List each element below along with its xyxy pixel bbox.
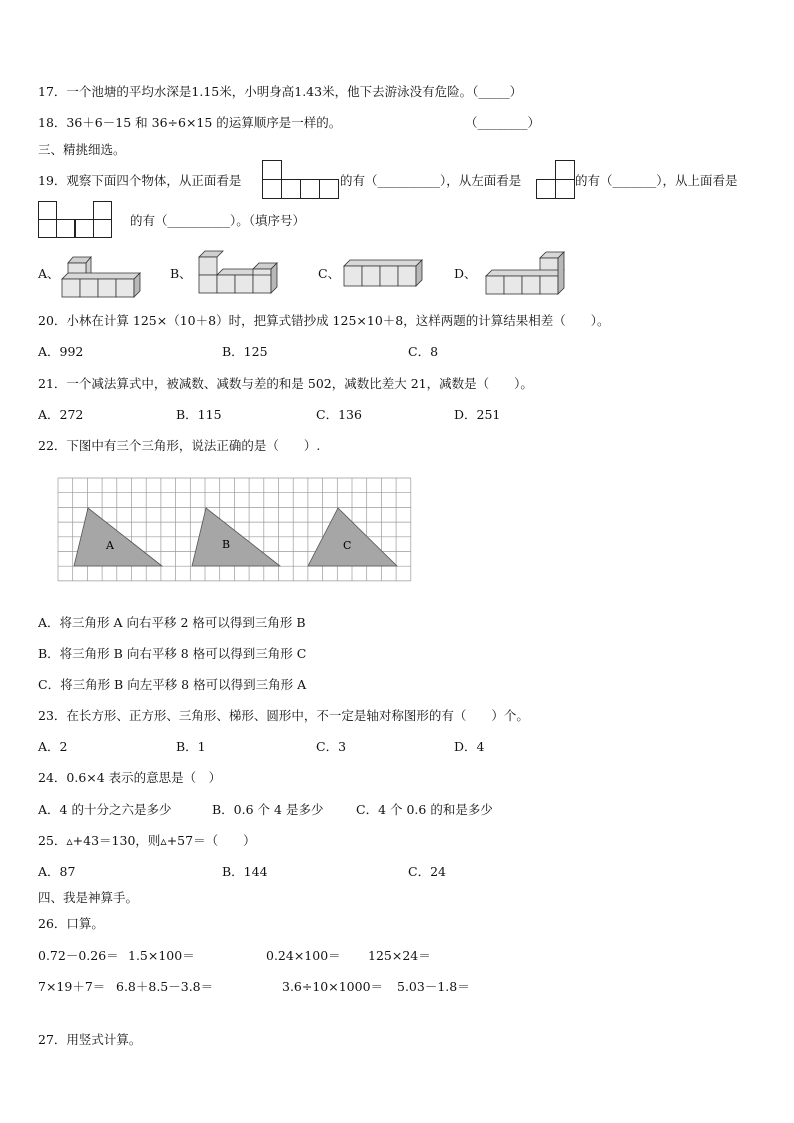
triangle-c-label: C — [343, 539, 352, 552]
question-24: 24．0.6×4 表示的意思是（ ） — [38, 770, 222, 785]
q21-option-d: D．251 — [454, 407, 501, 422]
question-19-part3: 的有（_______），从上面看是 — [575, 173, 738, 188]
question-25: 25．▵+43＝130，则▵+57＝（ ） — [38, 833, 256, 848]
q24-option-c: C．4 个 0.6 的和是多少 — [356, 802, 493, 817]
question-19-part2: 的有（__________），从左面看是 — [340, 173, 522, 188]
cube-figure-d — [484, 250, 576, 300]
question-19-part1: 19．观察下面四个物体，从正面看是 — [38, 173, 242, 188]
question-18: 18．36＋6－15 和 36÷6×15 的运算顺序是一样的。 — [38, 115, 342, 130]
q25-option-a: A．87 — [38, 864, 76, 879]
triangle-b-label: B — [222, 538, 231, 551]
question-19-part4: 的有（__________）。（填序号） — [130, 213, 306, 228]
question-27: 27．用竖式计算。 — [38, 1032, 142, 1047]
triangle-grid — [58, 478, 414, 580]
calc-6: 6.8＋8.5－3.8＝ — [116, 979, 214, 994]
calc-4: 125×24＝ — [368, 948, 431, 963]
calc-5: 7×19＋7＝ — [38, 979, 106, 994]
q24-option-b: B．0.6 个 4 是多少 — [212, 802, 324, 817]
q22-option-c: C．将三角形 B 向左平移 8 格可以得到三角形 A — [38, 677, 307, 692]
calc-3: 0.24×100＝ — [266, 948, 341, 963]
q25-option-c: C．24 — [408, 864, 446, 879]
option-a-label: A、 — [38, 266, 60, 281]
q21-option-a: A．272 — [38, 407, 84, 422]
cube-figure-b — [196, 247, 288, 301]
q23-option-d: D．4 — [454, 739, 485, 754]
question-26: 26．口算。 — [38, 916, 104, 931]
option-d-label: D、 — [454, 266, 477, 281]
question-22: 22．下图中有三个三角形，说法正确的是（ ）. — [38, 438, 321, 453]
calc-2: 1.5×100＝ — [128, 948, 195, 963]
option-c-label: C、 — [318, 266, 341, 281]
top-view-shape — [38, 201, 114, 241]
q21-option-b: B．115 — [176, 407, 222, 422]
cube-figure-c — [342, 252, 432, 296]
question-18-answer: （________） — [465, 115, 541, 130]
section-4-title: 四、我是神算手。 — [38, 890, 139, 905]
question-17: 17．一个池塘的平均水深是1.15米，小明身高1.43米，他下去游泳没有危险。（_____） — [38, 84, 523, 99]
question-21: 21．一个减法算式中，被减数、减数与差的和是 502，减数比差大 21，减数是（ ）。 — [38, 376, 533, 391]
q21-option-c: C．136 — [316, 407, 362, 422]
q20-option-a: A．992 — [38, 344, 84, 359]
q23-option-b: B．1 — [176, 739, 206, 754]
q22-option-b: B．将三角形 B 向右平移 8 格可以得到三角形 C — [38, 646, 307, 661]
q24-option-a: A．4 的十分之六是多少 — [38, 802, 172, 817]
question-20: 20．小林在计算 125×（10＋8）时，把算式错抄成 125×10＋8，这样两题的计算结果相差（ ）。 — [38, 313, 610, 328]
section-3-title: 三、精挑细选。 — [38, 142, 126, 157]
question-23: 23．在长方形、正方形、三角形、梯形、圆形中，不一定是轴对称图形的有（ ）个。 — [38, 708, 529, 723]
calc-1: 0.72－0.26＝ — [38, 948, 119, 963]
cube-figure-a — [60, 247, 150, 301]
calc-7: 3.6÷10×1000＝ — [282, 979, 384, 994]
front-view-shape — [262, 160, 342, 200]
calc-8: 5.03－1.8＝ — [397, 979, 470, 994]
left-view-shape — [536, 160, 576, 200]
q25-option-b: B．144 — [222, 864, 268, 879]
q22-option-a: A．将三角形 A 向右平移 2 格可以得到三角形 B — [38, 615, 306, 630]
q20-option-c: C．8 — [408, 344, 439, 359]
option-b-label: B、 — [170, 266, 192, 281]
q23-option-a: A．2 — [38, 739, 68, 754]
q20-option-b: B．125 — [222, 344, 268, 359]
q23-option-c: C．3 — [316, 739, 347, 754]
triangle-a-label: A — [106, 539, 114, 552]
